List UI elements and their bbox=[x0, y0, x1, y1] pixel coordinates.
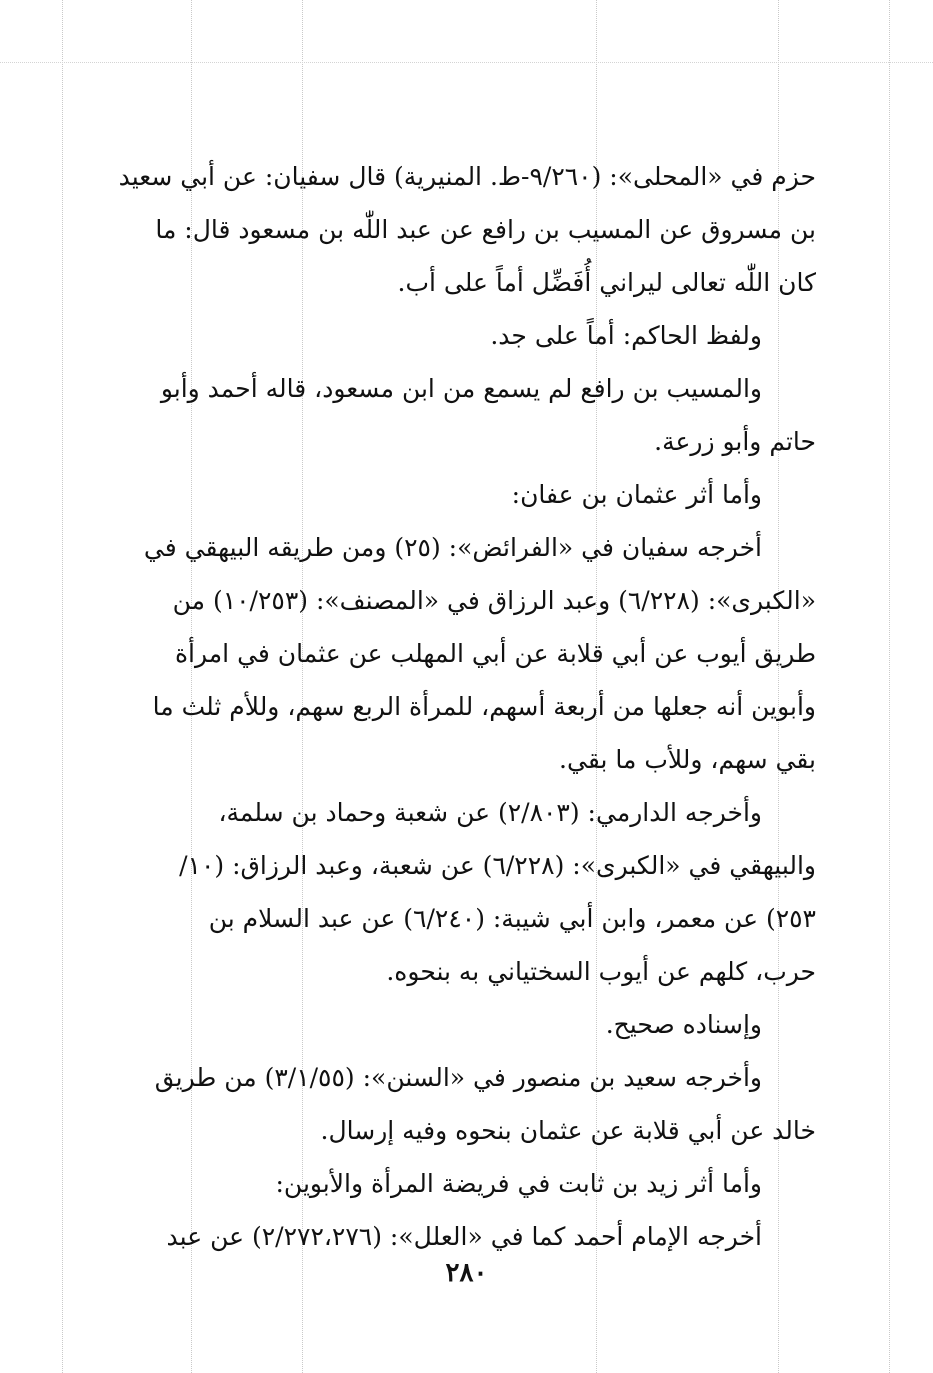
text-line: حاتم وأبو زرعة. bbox=[654, 427, 816, 456]
text-line: وأخرجه سعيد بن منصور في «السنن»: (٣/١/٥٥) من طريق bbox=[154, 1063, 762, 1092]
body-text bbox=[104, 150, 816, 1263]
text-line: وأبوين أنه جعلها من أربعة أسهم، للمرأة الربع سهم، وللأم ثلث ما bbox=[152, 692, 816, 721]
text-line: والمسيب بن رافع لم يسمع من ابن مسعود، قاله أحمد وأبو bbox=[160, 374, 762, 403]
text-line: والبيهقي في «الكبرى»: (٦/٢٢٨) عن شعبة، وعبد الرزاق: (١٠/ bbox=[179, 851, 816, 880]
text-line: وأخرجه الدارمي: (٢/٨٠٣) عن شعبة وحماد بن سلمة، bbox=[218, 798, 762, 827]
text-line: بن مسروق عن المسيب بن رافع عن عبد اللّٰه بن مسعود قال: ما bbox=[155, 215, 816, 244]
text-line: وأما أثر زيد بن ثابت في فريضة المرأة والأبوين: bbox=[275, 1169, 762, 1198]
text-line: كان اللّٰه تعالى ليراني أُفَضِّل أماً على أب. bbox=[397, 268, 816, 297]
text-line: ٢٥٣) عن معمر، وابن أبي شيبة: (٦/٢٤٠) عن عبد السلام بن bbox=[208, 904, 816, 933]
page-number: ٢٨٠ bbox=[445, 1258, 488, 1288]
text-line: طريق أيوب عن أبي قلابة عن أبي المهلب عن عثمان في امرأة bbox=[174, 639, 816, 668]
text-line: بقي سهم، وللأب ما بقي. bbox=[559, 745, 816, 774]
text-line: حرب، كلهم عن أيوب السختياني به بنحوه. bbox=[386, 957, 816, 986]
text-line: وأما أثر عثمان بن عفان: bbox=[511, 480, 762, 509]
text-line: «الكبرى»: (٦/٢٢٨) وعبد الرزاق في «المصنف»: (١٠/٢٥٣) من bbox=[172, 586, 816, 615]
text-line: أخرجه سفيان في «الفرائض»: (٢٥) ومن طريقه البيهقي في bbox=[143, 533, 762, 562]
text-line: ولفظ الحاكم: أماً على جد. bbox=[490, 321, 762, 350]
scan-guide-line bbox=[62, 0, 63, 1373]
text-line: وإسناده صحيح. bbox=[605, 1010, 762, 1039]
text-line: أخرجه الإمام أحمد كما في «العلل»: (٢/٢٧٢،٢٧٦) عن عبد bbox=[166, 1222, 762, 1251]
text-line: حزم في «المحلى»: (٩/٢٦٠-ط. المنيرية) قال سفيان: عن أبي سعيد bbox=[118, 162, 816, 191]
text-line: خالد عن أبي قلابة عن عثمان بنحوه وفيه إرسال. bbox=[320, 1116, 816, 1145]
scan-guide-line bbox=[889, 0, 890, 1373]
scan-guide-line bbox=[0, 62, 933, 63]
